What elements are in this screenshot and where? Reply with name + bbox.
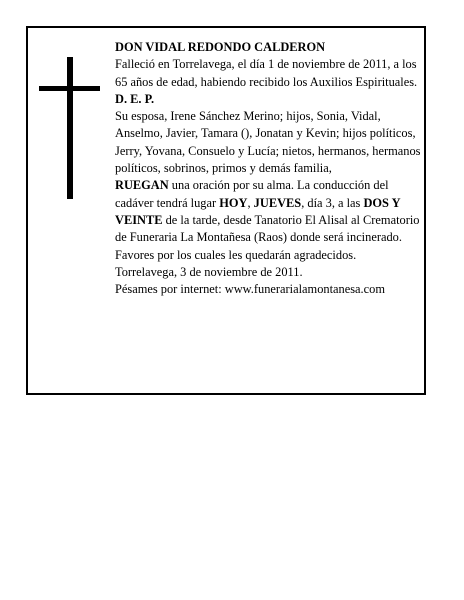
funeral-request [115, 177, 425, 263]
rip-heading: D. E. P. [115, 91, 155, 106]
cross-horizontal-bar [39, 86, 100, 91]
obituary-notice [26, 26, 426, 395]
condolences-line: Pésames por internet: www.funerarialamontanesa.com [115, 282, 385, 297]
weekday-word: JUEVES [253, 195, 302, 210]
death-notice: Falleció en Torrelavega, el día 1 de noviembre de 2011, a los 65 años de edad, habiendo recibido los Auxilios Espirituales. [115, 57, 418, 89]
comma-separator: , [247, 195, 254, 210]
obituary-text [115, 39, 425, 298]
deceased-name: DON VIDAL REDONDO CALDERON [115, 40, 326, 54]
cross-vertical-bar [67, 57, 73, 199]
day-word: HOY [219, 195, 248, 210]
family-list: Su esposa, Irene Sánchez Merino; hijos, Sonia, Vidal, Anselmo, Javier, Tamara (), Jonatan y Kevin; hijos políticos, Jerry, Yovana, Consuelo y Lucía; nietos, hermanos, hermanos políticos, sobrinos, primos y demás familia, [115, 109, 421, 176]
request-word: RUEGAN [115, 178, 169, 193]
time-word: DOS Y VEINTE [115, 195, 401, 227]
request-text-1: una oración por su alma. La conducción del cadáver tendrá lugar [115, 178, 389, 210]
request-text-3: de la tarde, desde Tanatorio El Alisal al Crematorio de Funeraria La Montañesa (Raos) donde será incinerado. Favores por los cuales les quedarán agradecidos. [115, 212, 420, 262]
request-text-2: , día 3, a las [301, 195, 364, 210]
place-date: Torrelavega, 3 de noviembre de 2011. [115, 264, 303, 279]
